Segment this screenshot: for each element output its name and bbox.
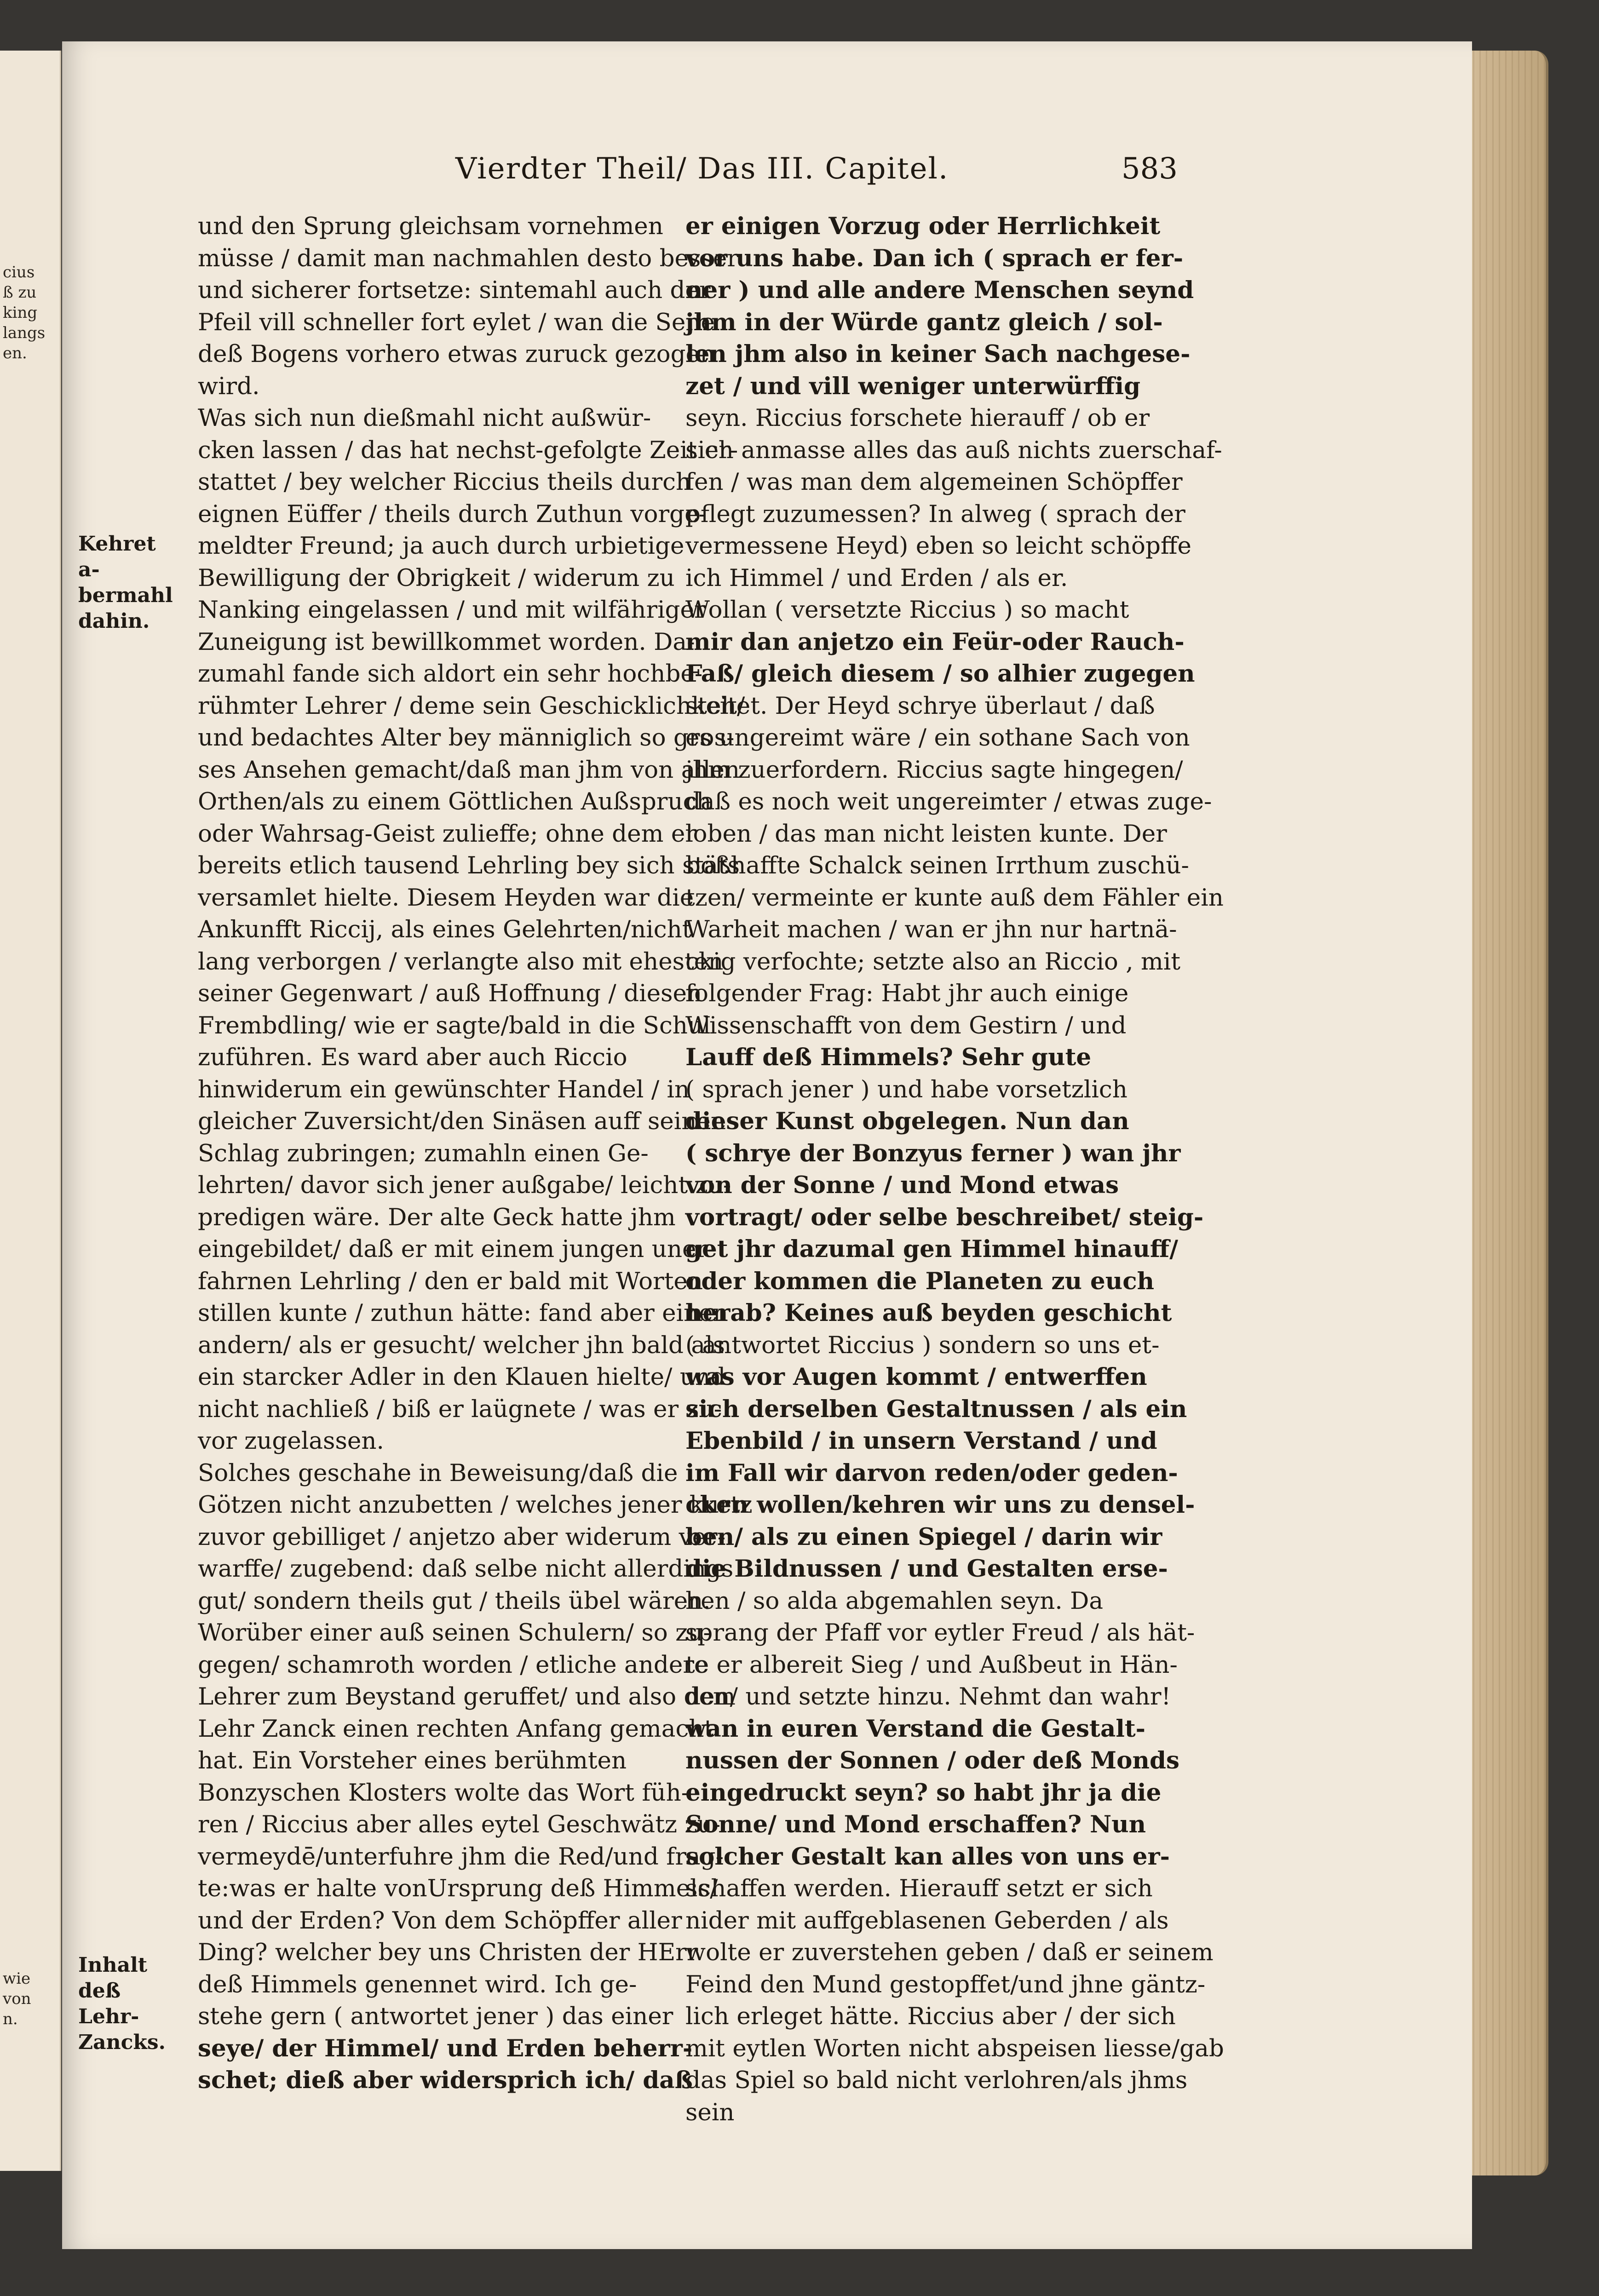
text-line: den/ und setzte hinzu. Nehmt dan wahr! xyxy=(685,1683,1171,1711)
text-line: jhm zuerfordern. Riccius sagte hingegen/ xyxy=(685,756,1183,784)
text-line: lehrten/ davor sich jener außgabe/ leicht zu- xyxy=(198,1171,731,1199)
text-line: ren / Riccius aber alles eytel Geschwätz zu- xyxy=(198,1811,721,1838)
text-line: cken wollen/kehren wir uns zu densel- xyxy=(685,1491,1195,1519)
text-line: vor zugelassen. xyxy=(198,1427,384,1455)
text-line: lang verborgen / verlangte also mit ehesten xyxy=(198,947,724,976)
text-line: andern/ als er gesucht/ welcher jhn bald als xyxy=(198,1331,725,1359)
text-line: ( schrye der Bonzyus ferner ) wan jhr xyxy=(685,1139,1181,1167)
margin-note-inhalt xyxy=(78,1952,179,2055)
fragment-line: ß zu xyxy=(3,283,37,302)
fragment-line: n. xyxy=(3,2010,18,2028)
text-line: hat. Ein Vorsteher eines berühmten xyxy=(198,1747,627,1774)
text-line: eingebildet/ daß er mit einem jungen uner- xyxy=(198,1235,716,1263)
running-head: Vierdter Theil/ Das III. Capitel. xyxy=(455,152,949,186)
text-line: hen / so alda abgemahlen seyn. Da xyxy=(685,1587,1104,1615)
text-line: Orthen/als zu einem Göttlichen Außspruch xyxy=(198,788,712,815)
text-line: Lehrer zum Beystand geruffet/ und also dem xyxy=(198,1683,736,1711)
text-line: schaffen werden. Hierauff setzt er sich xyxy=(685,1875,1153,1902)
text-line: seye/ der Himmel/ und Erden beherr- xyxy=(198,2034,693,2062)
text-line: die Bildnussen / und Gestalten erse- xyxy=(685,1555,1168,1583)
margin-note-kehret xyxy=(78,531,179,634)
text-line: zumahl fande sich aldort ein sehr hochbe- xyxy=(198,660,703,688)
text-line: dieser Kunst obgelegen. Nun dan xyxy=(685,1108,1129,1135)
text-line: das Spiel so bald nicht verlohren/als jhms xyxy=(685,2066,1188,2094)
text-line: oder Wahrsag-Geist zulieffe; ohne dem er xyxy=(198,820,696,848)
text-line: boßhaffte Schalck seinen Irrthum zuschü- xyxy=(685,852,1189,879)
text-line: stehe gern ( antwortet jener ) das einer xyxy=(198,2003,673,2030)
margin-note-line: dahin. xyxy=(78,609,150,633)
text-line: daß es noch weit ungereimter / etwas zuge- xyxy=(685,788,1212,815)
text-line: folgender Frag: Habt jhr auch einige xyxy=(685,980,1129,1007)
text-line: Feind den Mund gestopffet/und jhne gäntz- xyxy=(685,1970,1206,1998)
text-line: fen / was man dem algemeinen Schöpffer xyxy=(685,468,1183,496)
text-line: tzen/ vermeinte er kunte auß dem Fähler ein xyxy=(685,884,1224,912)
text-line: Schlag zubringen; zumahln einen Ge- xyxy=(198,1139,649,1167)
fragment-line: langs xyxy=(3,324,46,342)
text-line: eingedruckt seyn? so habt jhr ja die xyxy=(685,1779,1162,1807)
text-line: stillen kunte / zuthun hätte: fand aber einen xyxy=(198,1299,728,1327)
text-line: zet / und vill weniger unterwürffig xyxy=(685,372,1141,400)
text-line: ein starcker Adler in den Klauen hielte/ und xyxy=(198,1363,726,1391)
text-line: hinwiderum ein gewünschter Handel / in xyxy=(198,1075,690,1103)
text-line: fahrnen Lehrling / den er bald mit Worten xyxy=(198,1267,703,1295)
text-line: ner ) und alle andere Menschen seynd xyxy=(685,276,1194,304)
text-line: wird. xyxy=(198,372,260,400)
text-line: wan in euren Verstand die Gestalt- xyxy=(685,1715,1146,1743)
text-line: loben / das man nicht leisten kunte. Der xyxy=(685,820,1167,848)
text-line: seyn. Riccius forschete hierauff / ob er xyxy=(685,404,1150,432)
text-line: stehet. Der Heyd schrye überlaut / daß xyxy=(685,692,1155,720)
text-line: rühmter Lehrer / deme sein Geschicklichkeit/ xyxy=(198,692,745,720)
text-line: Frembdling/ wie er sagte/bald in die Schul xyxy=(198,1011,711,1039)
text-line: stattet / bey welcher Riccius theils durch xyxy=(198,468,691,496)
text-line: mir dan anjetzo ein Feür-oder Rauch- xyxy=(685,628,1185,656)
text-line: und bedachtes Alter bey männiglich so gros- xyxy=(198,724,735,752)
text-line: im Fall wir darvon reden/oder geden- xyxy=(685,1459,1178,1487)
text-line: meldter Freund; ja auch durch urbietige xyxy=(198,532,684,560)
text-line: ( sprach jener ) und habe vorsetzlich xyxy=(685,1075,1127,1103)
text-line: und den Sprung gleichsam vornehmen xyxy=(198,212,663,240)
text-line: sprang der Pfaff vor eytler Freud / als hät- xyxy=(685,1619,1195,1647)
text-line: sich anmasse alles das auß nichts zuerschaf- xyxy=(685,436,1222,464)
margin-note-line: Zancks. xyxy=(78,2031,166,2054)
text-line: Faß/ gleich diesem / so alhier zugegen xyxy=(685,660,1195,688)
text-line: ses Ansehen gemacht/daß man jhm von allen xyxy=(198,756,740,784)
text-line: get jhr dazumal gen Himmel hinauff/ xyxy=(685,1235,1179,1263)
text-line: Ankunfft Riccij, als eines Gelehrten/nicht xyxy=(198,916,692,943)
text-line: warffe/ zugebend: daß selbe nicht allerdings xyxy=(198,1555,734,1583)
text-line: Bewilligung der Obrigkeit / widerum zu xyxy=(198,564,675,592)
text-line: Worüber einer auß seinen Schulern/ so zu- xyxy=(198,1619,711,1647)
text-line: deß Himmels genennet wird. Ich ge- xyxy=(198,1970,637,1998)
fragment-line: wie xyxy=(3,1969,31,1988)
text-line: Lauff deß Himmels? Sehr gute xyxy=(685,1044,1092,1071)
text-line: schet; dieß aber widersprich ich/ daß xyxy=(198,2066,693,2094)
text-line: Ding? welcher bey uns Christen der HErr xyxy=(198,1939,698,1966)
text-line: oder kommen die Planeten zu euch xyxy=(685,1267,1155,1295)
text-line: ( antwortet Riccius ) sondern so uns et- xyxy=(685,1331,1160,1359)
text-line: Sonne/ und Mond erschaffen? Nun xyxy=(685,1811,1146,1838)
page-number: 583 xyxy=(1121,152,1178,186)
fragment-line: von xyxy=(3,1990,31,2008)
text-line: eignen Eüffer / theils durch Zuthun vorge- xyxy=(198,500,707,528)
text-line: Ebenbild / in unsern Verstand / und xyxy=(685,1427,1157,1455)
text-line: sein xyxy=(685,2098,735,2126)
text-line: ckig verfochte; setzte also an Riccio , mit xyxy=(685,947,1181,976)
fragment-line: cius xyxy=(3,263,35,281)
text-line: pflegt zuzumessen? In alweg ( sprach der xyxy=(685,500,1185,528)
text-line: lich erleget hätte. Riccius aber / der sich xyxy=(685,2003,1176,2030)
text-line: Götzen nicht anzubetten / welches jener kurtz xyxy=(198,1491,753,1519)
text-line: zuvor gebilliget / anjetzo aber widerum ver- xyxy=(198,1523,726,1551)
text-line: Wissenschafft von dem Gestirn / und xyxy=(685,1011,1127,1039)
text-line: deß Bogens vorhero etwas zuruck gezogen xyxy=(198,340,715,368)
margin-note-line: Inhalt xyxy=(78,1953,148,1977)
text-line: nider mit auffgeblasenen Geberden / als xyxy=(685,1906,1169,1934)
text-line: solcher Gestalt kan alles von uns er- xyxy=(685,1843,1170,1871)
text-line: Wollan ( versetzte Riccius ) so macht xyxy=(685,596,1129,624)
text-line: Bonzyschen Klosters wolte das Wort füh- xyxy=(198,1779,690,1807)
text-line: cken lassen / das hat nechst-gefolgte Zeit er- xyxy=(198,436,738,464)
page-header xyxy=(455,152,1178,202)
text-line: und der Erden? Von dem Schöpffer aller xyxy=(198,1906,682,1934)
text-line: Was sich nun dießmahl nicht außwür- xyxy=(198,404,651,432)
text-line: Pfeil vill schneller fort eylet / wan die Sene xyxy=(198,308,715,336)
fragment-line: king xyxy=(3,304,38,322)
text-line: müsse / damit man nachmahlen desto besser xyxy=(198,244,738,272)
text-line: vor uns habe. Dan ich ( sprach er fer- xyxy=(685,244,1184,272)
text-line: ich Himmel / und Erden / als er. xyxy=(685,564,1068,592)
text-line: jhm in der Würde gantz gleich / sol- xyxy=(685,308,1163,336)
text-line: len jhm also in keiner Sach nachgese- xyxy=(685,340,1191,368)
text-line: seiner Gegenwart / auß Hoffnung / diesen xyxy=(198,980,702,1007)
text-line: nicht nachließ / biß er laügnete / was er zu- xyxy=(198,1395,722,1423)
text-line: er einigen Vorzug oder Herrlichkeit xyxy=(685,212,1161,240)
text-line: gleicher Zuversicht/den Sinäsen auff seinen xyxy=(198,1108,726,1135)
left-page-edge xyxy=(0,51,61,2171)
text-line: vortragt/ oder selbe beschreibet/ steig- xyxy=(685,1203,1204,1231)
text-line: Nanking eingelassen / und mit wilfähriger xyxy=(198,596,706,624)
fragment-line: en. xyxy=(3,344,27,362)
text-line: zuführen. Es ward aber auch Riccio xyxy=(198,1044,627,1071)
text-line: gegen/ schamroth worden / etliche andere xyxy=(198,1651,708,1679)
text-line: vermeydē/unterfuhre jhm die Red/und frag- xyxy=(198,1843,724,1871)
text-line: te:was er halte vonUrsprung deß Himmels/ xyxy=(198,1875,718,1902)
text-line: te er albereit Sieg / und Außbeut in Hän- xyxy=(685,1651,1178,1679)
text-line: ben/ als zu einen Spiegel / darin wir xyxy=(685,1523,1162,1551)
text-line: bereits etlich tausend Lehrling bey sich stäts xyxy=(198,852,740,879)
text-line: Warheit machen / wan er jhn nur hartnä- xyxy=(685,916,1177,943)
text-line: Zuneigung ist bewillkommet worden. Da- xyxy=(198,628,695,656)
text-line: herab? Keines auß beyden geschicht xyxy=(685,1299,1172,1327)
text-line: mit eytlen Worten nicht abspeisen liesse/gab xyxy=(685,2034,1224,2062)
text-line: was vor Augen kommt / entwerffen xyxy=(685,1363,1147,1391)
margin-note-line: deß Lehr- xyxy=(78,1979,139,2028)
text-line: und sicherer fortsetze: sintemahl auch der xyxy=(198,276,711,304)
text-line: Lehr Zanck einen rechten Anfang gemacht xyxy=(198,1715,714,1743)
text-line: nussen der Sonnen / oder deß Monds xyxy=(685,1747,1179,1774)
text-line: es ungereimt wäre / ein sothane Sach von xyxy=(685,724,1190,752)
text-line: wolte er zuverstehen geben / daß er seinem xyxy=(685,1939,1214,1966)
right-text-column xyxy=(685,211,1224,2129)
margin-note-line: bermahl xyxy=(78,584,173,607)
text-line: sich derselben Gestaltnussen / als ein xyxy=(685,1395,1187,1423)
left-page-fragment-top xyxy=(3,262,53,363)
text-line: vermessene Heyd) eben so leicht schöpffe xyxy=(685,532,1192,560)
text-line: Solches geschahe in Beweisung/daß die xyxy=(198,1459,678,1487)
text-line: predigen wäre. Der alte Geck hatte jhm xyxy=(198,1203,676,1231)
margin-note-line: Kehret a- xyxy=(78,532,156,581)
text-line: versamlet hielte. Diesem Heyden war die xyxy=(198,884,694,912)
text-line: gut/ sondern theils gut / theils übel wären. xyxy=(198,1587,711,1615)
text-line: von der Sonne / und Mond etwas xyxy=(685,1171,1119,1199)
left-text-column xyxy=(198,211,753,2097)
left-page-fragment-bottom xyxy=(3,1969,53,2029)
